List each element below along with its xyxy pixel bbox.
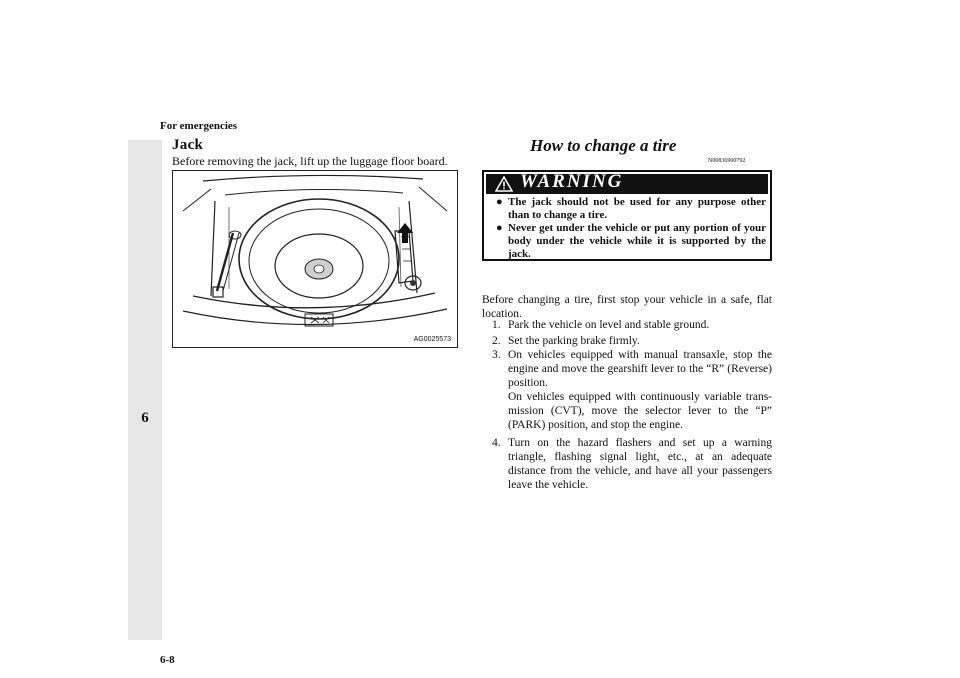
jack-intro-text: Before removing the jack, lift up the luggage floor board. — [172, 154, 448, 168]
jack-heading: Jack — [172, 137, 204, 153]
section-title: How to change a tire — [530, 136, 677, 155]
reference-code: N00836900792 — [708, 158, 746, 164]
step-item: 3. On vehicles equipped with manual transaxle, stop the engine and move the gearshift lever to the “R” (Reverse) position. — [492, 349, 772, 389]
luggage-compartment-drawing — [173, 171, 457, 347]
warning-item-text: The jack should not be used for any purpose other than to change a tire. — [508, 196, 766, 221]
figure-code: AG0025573 — [413, 336, 451, 343]
chapter-tab — [128, 140, 162, 640]
bullet-icon: ● — [496, 222, 503, 234]
step-item-continued: On vehicles equipped with continuously variable trans-mission (CVT), move the selector lever to the “P” (PARK) position, and stop the engine. — [508, 391, 772, 431]
page-number: 6-8 — [160, 654, 175, 666]
step-item: 4. Turn on the hazard flashers and set up a warning triangle, flashing signal light, etc., at an adequate distance from the vehicle, and have all your passengers leave the vehicle. — [492, 437, 772, 491]
warning-item — [496, 222, 766, 261]
running-header: For emergencies — [160, 120, 238, 132]
warning-item — [496, 196, 766, 222]
jack-illustration — [172, 170, 458, 348]
bullet-icon: ● — [496, 196, 503, 208]
tire-change-intro: Before changing a tire, first stop your vehicle in a safe, flat location. — [482, 294, 772, 320]
warning-item-text: Never get under the vehicle or put any portion of your body under the vehicle while it is supported by the jack. — [508, 222, 766, 260]
step-item: 2. Set the parking brake firmly. — [492, 335, 640, 347]
warning-triangle-icon — [495, 176, 513, 192]
chapter-number: 6 — [141, 410, 149, 426]
warning-label: WARNING — [520, 171, 624, 192]
step-item: 1. Park the vehicle on level and stable ground. — [492, 319, 710, 331]
